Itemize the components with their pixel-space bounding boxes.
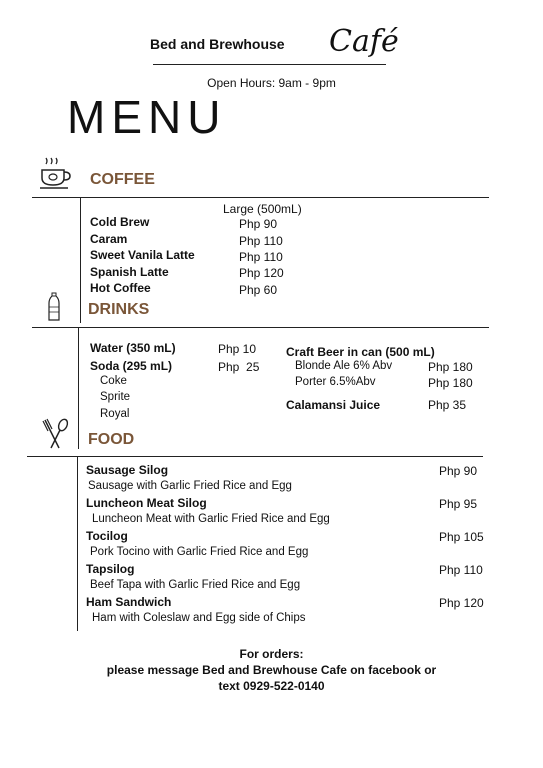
brand-underline (153, 64, 386, 65)
drinks-divider (32, 327, 489, 328)
craft-beer-name: Craft Beer in can (500 mL) (286, 345, 435, 359)
coffee-item-price: Php 120 (239, 266, 284, 280)
food-item-name: Ham Sandwich (86, 595, 172, 609)
footer-message-line: please message Bed and Brewhouse Cafe on facebook or (106, 663, 437, 677)
section-title-food: FOOD (88, 431, 135, 448)
section-title-drinks: DRINKS (88, 301, 150, 318)
food-item-name: Sausage Silog (86, 463, 169, 477)
food-item-price: Php 105 (439, 530, 484, 544)
coffee-divider (32, 197, 489, 198)
water-bottle-icon (48, 292, 60, 322)
fork-spoon-icon (42, 418, 70, 450)
food-divider (27, 456, 483, 457)
food-item-price: Php 95 (439, 497, 478, 511)
craft-beer-item: Blonde Ale 6% Abv (295, 360, 393, 372)
food-item-desc: Ham with Coleslaw and Egg side of Chips (92, 612, 306, 624)
coffee-item-name: Cold Brew (90, 215, 150, 229)
food-item-price: Php 120 (439, 596, 484, 610)
food-item-name: Tapsilog (86, 562, 135, 576)
calamansi-price: Php 35 (428, 398, 467, 412)
drinks-vertical-rule (78, 327, 79, 449)
coffee-vertical-rule (80, 197, 81, 323)
water-price: Php 10 (218, 342, 257, 356)
food-item-price: Php 110 (439, 563, 483, 577)
food-item-desc: Beef Tapa with Garlic Fried Rice and Egg (90, 579, 301, 591)
food-item-name: Luncheon Meat Silog (86, 496, 207, 510)
food-item-desc: Pork Tocino with Garlic Fried Rice and Egg (90, 546, 309, 558)
craft-beer-price: Php 180 (428, 376, 473, 390)
food-vertical-rule (77, 456, 78, 631)
soda-option: Sprite (100, 391, 131, 403)
soda-price: Php 25 (218, 360, 260, 374)
food-item-desc: Luncheon Meat with Garlic Fried Rice and Egg (92, 513, 330, 525)
food-item-name: Tocilog (86, 529, 128, 543)
craft-beer-item: Porter 6.5%Abv (295, 376, 376, 388)
food-item-desc: Sausage with Garlic Fried Rice and Egg (88, 480, 292, 492)
coffee-cup-icon (38, 156, 72, 192)
coffee-item-name: Hot Coffee (90, 281, 151, 295)
coffee-size-note: Large (500mL) (223, 202, 302, 216)
coffee-item-name: Sweet Vanila Latte (90, 248, 195, 262)
soda-option: Royal (100, 408, 130, 420)
coffee-item-price: Php 90 (239, 217, 278, 231)
coffee-item-price: Php 110 (239, 250, 283, 264)
brand-script: Café (329, 24, 399, 59)
footer-for-orders: For orders: (239, 647, 304, 661)
calamansi-name: Calamansi Juice (286, 398, 381, 412)
coffee-item-price: Php 60 (239, 283, 278, 297)
water-name: Water (350 mL) (90, 341, 176, 355)
food-item-price: Php 90 (439, 464, 478, 478)
soda-option: Coke (100, 375, 127, 387)
coffee-item-name: Caram (90, 232, 128, 246)
menu-title: MENU (67, 91, 227, 143)
coffee-item-name: Spanish Latte (90, 265, 169, 279)
footer-contact-line: text 0929-522-0140 (218, 679, 325, 693)
coffee-item-price: Php 110 (239, 234, 283, 248)
section-title-coffee: COFFEE (90, 171, 155, 188)
brand-name: Bed and Brewhouse (150, 36, 285, 52)
soda-name: Soda (295 mL) (90, 359, 173, 373)
craft-beer-price: Php 180 (428, 360, 473, 374)
open-hours: Open Hours: 9am - 9pm (207, 76, 336, 90)
